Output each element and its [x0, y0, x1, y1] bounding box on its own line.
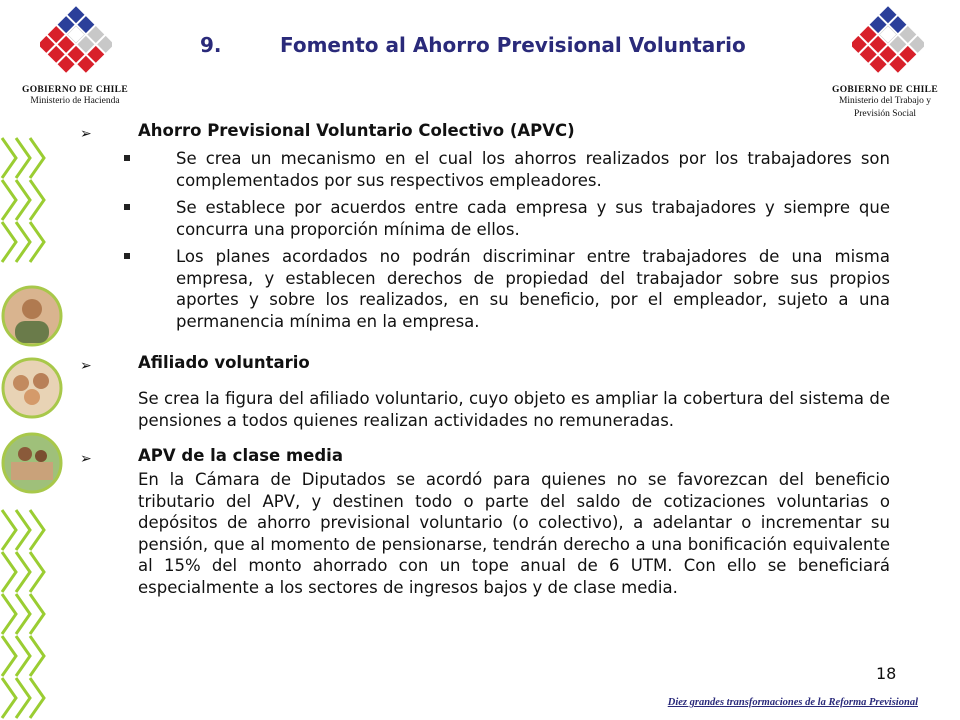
heading-text: Ahorro Previsional Voluntario Colectivo (APVC) [138, 121, 575, 140]
ministry-label-line2: Previsión Social [853, 109, 916, 119]
logo-caption-right [810, 85, 960, 121]
list-item-text: Se establece por acuerdos entre cada empresa y sus trabajadores y siempre que concurra una proporción mínima de ellos. [176, 198, 890, 239]
logo-caption-left [0, 85, 150, 108]
page-title [200, 33, 746, 57]
section-number: 9. [200, 33, 222, 57]
photo-family [1, 357, 63, 419]
list-item [78, 246, 890, 332]
photo-workers [1, 432, 63, 494]
arrow-bullet-icon: ➢ [80, 126, 92, 142]
government-label: GOBIERNO DE CHILE [22, 85, 128, 95]
list-item [78, 197, 890, 240]
chevron-icon [2, 510, 44, 550]
section-heading-apvc [78, 120, 890, 142]
list-item [78, 148, 890, 191]
square-bullet-icon [124, 204, 130, 210]
section-heading-afiliado [78, 352, 890, 374]
list-item-text: Se crea un mecanismo en el cual los ahorros realizados por los trabajadores son complementados por sus respectivos empleadores. [176, 149, 890, 190]
photo-young-man [1, 285, 63, 347]
square-bullet-icon [124, 253, 130, 259]
chevron-icon [2, 636, 44, 676]
ministry-label-line1: Ministerio del Trabajo y [838, 96, 932, 106]
list-item-text: Los planes acordados no podrán discriminar entre trabajadores de una misma empresa, y establecen derechos de propiedad del trabajador sobre sus propios aportes y sobre los realizados, en su beneficio, por el empleador, sujeto a una permanencia mínima en la empresa. [176, 247, 890, 331]
main-content [78, 120, 890, 598]
heading-text: Afiliado voluntario [138, 353, 310, 372]
chevron-icon [2, 594, 44, 634]
page-number: 18 [876, 664, 897, 683]
chevron-icon [2, 552, 44, 592]
arrow-bullet-icon: ➢ [80, 451, 92, 467]
arrow-bullet-icon: ➢ [80, 358, 92, 374]
title-text: Fomento al Ahorro Previsional Voluntario [280, 33, 746, 57]
chevron-icon [2, 138, 44, 178]
paragraph: En la Cámara de Diputados se acordó para quienes no se favorezcan del beneficio tributario del APV, y destinen todo o parte del saldo de cotizaciones voluntarias o depósitos de ahorro previsional voluntario (o colectivo), a adelantar o incrementar su pensión, que al momento de pensionarse, tendrán derecho a una bonificación equivalente al 15% del monto ahorrado con un tope anual de 6 UTM. Con ello se beneficiará especialmente a los sectores de ingresos bajos y de clase media. [138, 470, 890, 597]
government-logo-left [40, 6, 112, 80]
government-logo-right [852, 6, 924, 80]
heading-text: APV de la clase media [138, 446, 343, 465]
chevron-icon [2, 180, 44, 220]
ministry-label: Ministerio de Hacienda [30, 96, 120, 106]
chevron-icon [2, 222, 44, 262]
chevron-icon [2, 678, 44, 718]
section-heading-apv-clase-media [78, 445, 890, 467]
footer-caption: Diez grandes transformaciones de la Reforma Previsional [667, 697, 918, 708]
paragraph: Se crea la figura del afiliado voluntario, cuyo objeto es ampliar la cobertura del sistema de pensiones a todos quienes realizan actividades no remuneradas. [138, 389, 890, 430]
square-bullet-icon [124, 155, 130, 161]
government-label: GOBIERNO DE CHILE [832, 85, 938, 95]
